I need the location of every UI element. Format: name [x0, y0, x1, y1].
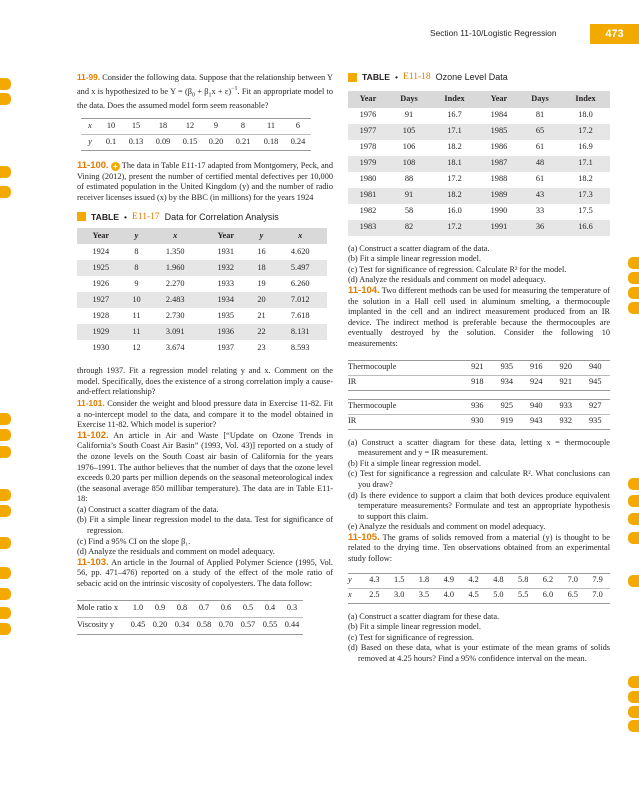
table-cell: 17.2 [447, 174, 462, 184]
table-e11-17-title: TABLE • E11-17 Data for Correlation Analysis [77, 212, 333, 223]
table-cell: 8.593 [290, 342, 310, 352]
table-e11-18: Year Days Index Year Days Index 1976 91 16.7 1984 81 18.0 1977 105 17.1 1985 65 17.2 1978 106 18.2 1986 61 16.9 1979 108 18.1 1987 48 17.1 1980 88 17.2 1988 61 18.2 1981 91 18.2 1989 43 17.3 1982 58 16.0 1990 33 17.5 1983 82 17.2 1991 36 16.6 [348, 91, 610, 236]
table-cell: 1990 [490, 206, 508, 216]
table-row [348, 124, 610, 140]
table-cell: 2.483 [148, 292, 202, 308]
square-icon [348, 73, 357, 82]
exercise-number: 11-101. [77, 397, 105, 408]
table-cell: 1976 [359, 110, 377, 120]
table-cell: 1934 [202, 292, 250, 308]
table-cell: 11 [132, 310, 141, 320]
table-cell: 1988 [490, 174, 508, 184]
exercise-11-101: 11-101. Consider the weight and blood pressure data in Exercise 11-82. Fit a no-intercept model to the data, and compare it to the model obtained in Exercise 11-82. Which model is superior? [77, 397, 334, 430]
table-cell: 1982 [359, 206, 377, 216]
table-cell: 1935 [217, 310, 235, 320]
margin-marker [628, 513, 639, 525]
table-cell: 3.674 [165, 342, 185, 352]
running-header: Section 11-10/Logistic Regression [430, 28, 557, 38]
table-cell: 18.0 [578, 110, 593, 120]
table-cell: 82 [388, 220, 430, 236]
table-cell: 1936 [202, 324, 250, 340]
table-e11-18-title: TABLE • E11-18 Ozone Level Data [348, 72, 610, 83]
table-cell: 21 [257, 310, 266, 320]
margin-marker [0, 186, 11, 198]
margin-marker [628, 478, 639, 490]
table-cell: 2.270 [165, 278, 185, 288]
table-cell: 1924 [92, 246, 110, 256]
margin-marker [628, 691, 639, 703]
table-row [77, 308, 327, 324]
table-cell: 1986 [490, 142, 508, 152]
table-row [77, 292, 327, 308]
table-cell: 1933 [217, 278, 235, 288]
table-cell: 1930 [92, 342, 110, 352]
exercise-11-102: 11-102. An article in Air and Waste [“Update on Ozone Trends in California’s South Coast Air Basin” (1993, Vol. 43)] reported on a study of the ozone levels on the South Coast air basin of California for the years 1976–1991. The author believes that the number of days that the ozone level exceeds 0.20 parts per million depends on the seasonal meteorological index (the seasonal average 850 millibar temperature). The data are in Table E11-18: [77, 429, 333, 504]
table-cell: 17.2 [430, 220, 479, 236]
table-cell: 22 [250, 324, 274, 340]
table-cell: 1929 [77, 324, 125, 340]
table-cell: 1987 [479, 156, 519, 172]
data-table-11-103: Mole ratio x 1.0 0.9 0.8 0.7 0.6 0.5 0.4 0.3 Viscosity y 0.45 0.20 0.34 0.58 0.70 0.57 0.55 0.44 [77, 600, 303, 635]
margin-marker [628, 676, 639, 688]
exercise-11-104-parts: (a) Construct a scatter diagram for these data, letting x = thermocouple measurement and y = IR measurement. (b) Fit a simple linear regression model. (c) Test for significance a regression and calculate R². What conclusions can you draw? (d) Is there evidence to support a claim that both devices produce equivalent temperature measurements? Formulate and test an appropriate hypothesis to support this claim. (e) Analyze the residuals and comment on model adequacy. [348, 437, 610, 532]
table-cell: 1989 [479, 188, 519, 204]
margin-marker [628, 706, 639, 718]
table-row [348, 140, 610, 156]
table-cell: 1985 [479, 124, 519, 140]
table-cell: 3.091 [148, 324, 202, 340]
table-cell: 1931 [217, 246, 235, 256]
table-cell: 16 [257, 246, 266, 256]
margin-marker [0, 537, 11, 549]
exercise-number: 11-105. [348, 531, 380, 543]
table-cell: 1978 [359, 142, 377, 152]
table-cell: 23 [257, 342, 266, 352]
table-row [348, 188, 610, 204]
data-table-11-104-a: Thermocouple 921 935 916 920 940 IR 918 934 924 921 945 [348, 360, 610, 391]
table-cell: 33 [535, 206, 545, 216]
table-cell: 1932 [202, 260, 250, 276]
data-table-11-105: y 4.3 1.5 1.8 4.9 4.2 4.8 5.8 6.2 7.0 7.9 x 2.5 3.0 3.5 4.0 4.5 5.0 5.5 6.0 6.5 7.0 [348, 573, 610, 604]
data-table-11-99: x 10 15 18 12 9 8 11 6 y 0.1 0.13 0.09 0.15 0.20 0.21 0.18 0.24 [81, 118, 311, 151]
table-cell: 81 [535, 110, 545, 120]
margin-marker [0, 166, 11, 178]
table-cell: 11 [125, 324, 149, 340]
margin-marker [0, 607, 11, 619]
table-cell: 1980 [359, 174, 377, 184]
exercise-11-105-parts: (a) Construct a scatter diagram for these data. (b) Fit a simple linear regression model. (c) Test for significance of regression. (d) Based on these data, what is your estimate of the mean grams of solids removed at 4.25 hours? Find a 95% confidence interval on the mean. [348, 611, 610, 664]
margin-marker [0, 623, 11, 635]
table-cell: 91 [388, 188, 430, 204]
table-cell: 4.620 [290, 246, 310, 256]
table-cell: 8.131 [273, 324, 327, 340]
table-cell: 106 [402, 142, 416, 152]
table-cell: 48 [519, 156, 561, 172]
table-cell: 1925 [77, 260, 125, 276]
table-cell: 91 [404, 110, 414, 120]
table-cell: 8 [134, 246, 139, 256]
table-cell: 17.5 [578, 206, 593, 216]
margin-marker [0, 588, 11, 600]
table-cell: 1979 [348, 156, 388, 172]
plus-icon: + [111, 162, 120, 171]
table-cell: 18.2 [578, 174, 593, 184]
exercise-number: 11-99. [77, 72, 101, 82]
margin-marker [628, 272, 639, 284]
margin-marker [0, 489, 11, 501]
table-row [77, 244, 327, 260]
exercise-11-99: 11-99. Consider the following data. Suppose that the relationship between Y and x is hypothesized to be $Y = (\beta_0 + \beta_1x + \varepsilon)^{-1}$. Fit an appropriate model to the data. Does the assumed model form seem reasonable? [77, 72, 333, 110]
table-cell: 20 [250, 292, 274, 308]
table-row [77, 276, 327, 292]
table-cell: 17.1 [430, 124, 479, 140]
table-row [348, 172, 610, 188]
table-cell: 17.1 [561, 156, 610, 172]
margin-marker [0, 429, 11, 441]
table-cell: 1984 [490, 110, 508, 120]
table-cell: 5.497 [273, 260, 327, 276]
table-row [77, 260, 327, 276]
table-row [348, 156, 610, 172]
exercise-11-100: 11-100. + The data in Table E11-17 adapted from Montgomery, Peck, and Vining (2012), present the number of certified mental defectives per 10,000 of estimated population in the United Kingdom (y) and the number of radio receiver licenses issued (x) by the BBC (in millions) for the years 1924 [77, 160, 333, 202]
table-cell: 58 [404, 206, 414, 216]
margin-marker [0, 93, 11, 105]
exercise-number: 11-100. [77, 160, 109, 172]
margin-marker [628, 287, 639, 299]
square-icon [77, 212, 86, 221]
margin-marker [628, 302, 639, 314]
table-cell: 1928 [92, 310, 110, 320]
table-cell: 7.012 [273, 292, 327, 308]
table-cell: 1926 [92, 278, 110, 288]
margin-marker [628, 575, 639, 587]
table-row [77, 324, 327, 340]
table-e11-17: Year y x Year y x 1924 8 1.350 1931 16 4.620 1925 8 1.960 1932 18 5.497 1926 9 2.270 1933 19 6.260 1927 10 2.483 1934 20 7.012 1928 11 2.730 1935 21 7.618 1929 11 3.091 1936 22 8.131 1930 12 3.674 1937 23 8.593 [77, 228, 327, 356]
margin-marker [628, 495, 639, 507]
table-cell: 7.618 [290, 310, 310, 320]
table-cell: 61 [535, 142, 545, 152]
exercise-11-103-parts: (a) Construct a scatter diagram of the data. (b) Fit a simple linear regression model. (c) Test for significance of regression. Calculate R² for the model. (d) Analyze the residuals and comment on model adequacy. [348, 243, 567, 285]
table-cell: 61 [535, 174, 545, 184]
table-cell: 88 [404, 174, 414, 184]
margin-marker [628, 720, 639, 732]
table-cell: 18.2 [430, 188, 479, 204]
table-cell: 1981 [348, 188, 388, 204]
table-cell: 108 [388, 156, 430, 172]
table-cell: 9 [134, 278, 139, 288]
exercise-number: 11-104. [348, 284, 380, 296]
margin-marker [0, 78, 11, 90]
table-row [77, 340, 327, 356]
table-cell: 12 [132, 342, 141, 352]
table-cell: 16.0 [447, 206, 462, 216]
exercise-11-100-continued: through 1937. Fit a regression model relating y and x. Comment on the model. Specifically, does the existence of a strong correlation imply a cause-and-effect relationship? [77, 366, 333, 397]
exercise-11-105: 11-105. The grams of solids removed from a material (y) is thought to be related to the drying time. Ten observations obtained from an experimental study follow: [348, 531, 610, 564]
margin-marker [628, 532, 639, 544]
table-cell: 8 [125, 260, 149, 276]
table-cell: 1977 [348, 124, 388, 140]
margin-marker [0, 567, 11, 579]
exercise-11-103: 11-103. An article in the Journal of Applied Polymer Science (1995, Vol. 56, pp. 471–476) reported on a study of the effect of the mole ratio of sebacic acid on the intrinsic viscosity of copolyesters. The data follow: [77, 556, 334, 589]
table-cell: 16.7 [447, 110, 462, 120]
margin-marker [0, 413, 11, 425]
table-cell: 18.2 [447, 142, 462, 152]
exercise-number: 11-102. [77, 429, 109, 441]
left-column [77, 72, 333, 635]
table-cell: 1927 [77, 292, 125, 308]
table-cell: 19 [257, 278, 266, 288]
table-cell: 1983 [348, 220, 388, 236]
margin-marker [0, 446, 11, 458]
table-row [348, 108, 610, 124]
table-cell: 36 [519, 220, 561, 236]
exercise-11-104: 11-104. Two different methods can be used for measuring the temperature of the solution in a Hall cell used in aluminum smelting, a thermocouple implanted in the cell and an indirect measurement produced from an IR device. The indirect method is preferable because the thermocouples are eventually destroyed by the solution. Consider the following 10 measurements: [348, 284, 610, 348]
table-cell: 18 [250, 260, 274, 276]
table-cell: 1937 [217, 342, 235, 352]
right-column [348, 72, 610, 665]
table-cell: 16.9 [578, 142, 593, 152]
exercise-11-102-parts: (a) Construct a scatter diagram of the data. (b) Fit a simple linear regression model to the data. Test for significance of regression. (c) Find a 95% CI on the slope β₁. (d) Analyze the residuals and comment on model adequacy. [77, 504, 333, 557]
table-cell: 18.1 [430, 156, 479, 172]
table-row [348, 204, 610, 220]
data-table-11-104-b: Thermocouple 936 925 940 933 927 IR 930 919 943 932 935 [348, 399, 610, 430]
table-cell: 17.2 [561, 124, 610, 140]
table-cell: 17.3 [561, 188, 610, 204]
table-row [348, 220, 610, 236]
table-cell: 43 [519, 188, 561, 204]
margin-marker [628, 257, 639, 269]
table-cell: 65 [519, 124, 561, 140]
table-cell: 2.730 [165, 310, 185, 320]
exercise-number: 11-103. [77, 556, 109, 568]
margin-marker [0, 505, 11, 517]
table-cell: 105 [388, 124, 430, 140]
table-cell: 16.6 [561, 220, 610, 236]
page-number: 473 [590, 24, 639, 44]
table-cell: 1.960 [148, 260, 202, 276]
table-cell: 6.260 [290, 278, 310, 288]
table-cell: 1.350 [165, 246, 185, 256]
table-cell: 1991 [479, 220, 519, 236]
table-cell: 10 [125, 292, 149, 308]
